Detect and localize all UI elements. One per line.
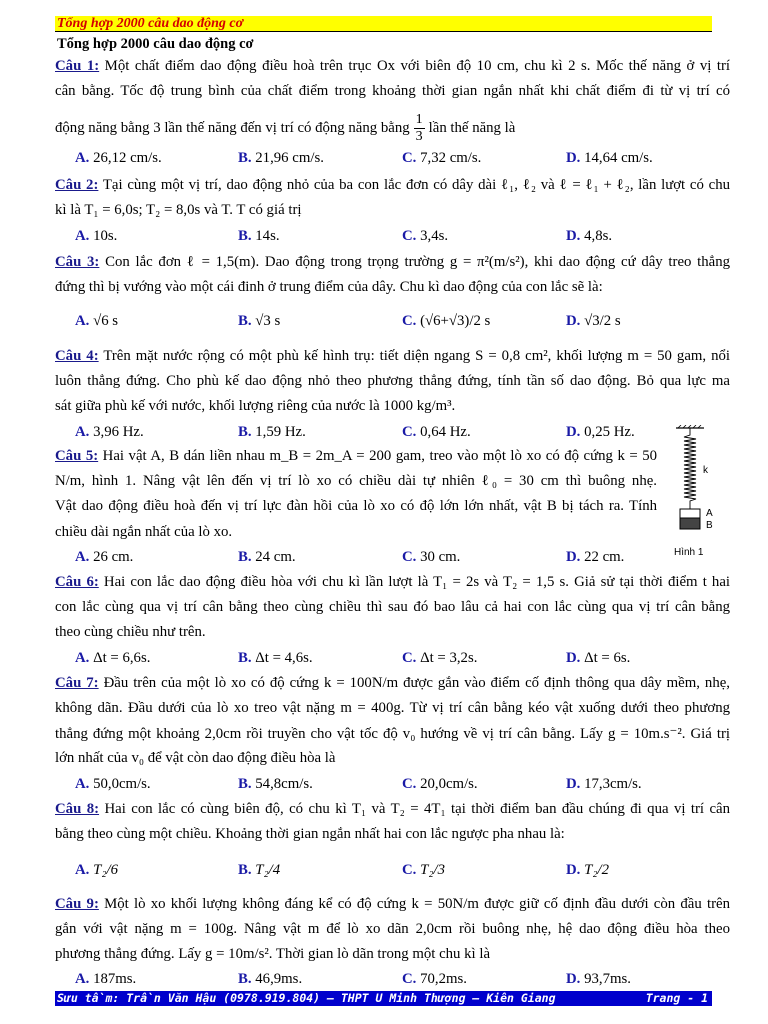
q8-option-b: B. T₂/4 [238,862,281,878]
question-5-line-2: N/m, hình 1. Nâng vật lên đến vị trí lò xo có chiều dài tự nhiên ℓ₀ = 30 cm thì buông nhẹ. [55,473,657,489]
q3-option-a: A. √6 s [75,313,119,329]
q4-option-c: C. 0,64 Hz. [402,424,471,440]
footer-credit: Sưu tầm: Trần Văn Hậu (0978.919.804) – THPT U Minh Thượng – Kiên Giang [57,991,556,1005]
question-1-line-3: động năng bằng 3 lần thế năng đến vị trí có động năng bằng $\frac{1}{3}$ lần thế năng là [55,112,516,144]
question-6-line-3: theo cùng chiều như trên. [55,624,206,640]
q5-option-a: A. 26 cm. [75,549,134,565]
q7-option-d: D. 17,3cm/s. [566,776,642,792]
question-3-label: Câu 3: [55,254,100,270]
figure-caption: Hình 1 [674,547,704,557]
fraction-one-third: $\frac{1}{3}$ [415,112,423,144]
q6-option-d: D. Δt = 6s. [566,650,631,666]
question-4-line-1: Câu 4: Trên mặt nước rộng có một phù kế hình trụ: tiết diện ngang S = 0,8 cm², khối lượng m = 50 gam, nổi [55,348,730,364]
q8-option-c: C. T₂/3 [402,862,445,878]
q9-option-a: A. 187ms. [75,971,137,987]
spring-coil [684,428,696,509]
question-7-line-2: không dãn. Đầu dưới của lò xo treo vật nặng m = 400g. Từ vị trí cân bằng kéo vật xuống dưới theo phương [55,700,730,716]
question-7-line-4: lớn nhất của v₀ để vật còn dao động điều hòa là [55,750,336,766]
q3-option-c: C. (√6+√3)/2 s [402,313,491,329]
q2-option-c: C. 3,4s. [402,228,449,244]
block-b [680,518,700,529]
question-8-line-1: Câu 8: Hai con lắc có cùng biên độ, có chu kì T₁ và T₂ = 4T₁ tại thời điểm ban đầu chúng đi qua vị trí cân [55,801,730,817]
q9-option-c: C. 70,2ms. [402,971,467,987]
spring-figure [666,425,716,557]
q6-option-c: C. Δt = 3,2s. [402,650,478,666]
question-9-line-2: gắn với vật nặng m = 100g. Nâng vật m để lò xo dãn 2,0cm rồi buông nhẹ, hệ dao động điều hòa theo [55,921,730,937]
q6-option-a: A. Δt = 6,6s. [75,650,151,666]
q5-option-d: D. 22 cm. [566,549,625,565]
q3-option-d: D. √3/2 s [566,313,621,329]
question-5-label: Câu 5: [55,448,99,464]
question-8-label: Câu 8: [55,801,100,817]
spring-diagram [666,425,716,557]
question-3-line-1: Câu 3: Con lắc đơn ℓ = 1,5(m). Dao động trong trọng trường g = π²(m/s²), khi dao động cứ dây treo thẳng [55,254,730,270]
q5-option-c: C. 30 cm. [402,549,461,565]
question-7-label: Câu 7: [55,675,99,691]
spring-k-label: k [703,465,708,476]
question-4-label: Câu 4: [55,348,99,364]
question-2-label: Câu 2: [55,177,99,193]
block-a [680,509,700,518]
q8-option-d: D. T₂/2 [566,862,609,878]
q4-option-d: D. 0,25 Hz. [566,424,635,440]
q6-option-b: B. Δt = 4,6s. [238,650,313,666]
question-1-line-1: Câu 1: Một chất điểm dao động điều hoà trên trục Ox với biên độ 10 cm, chu kì 2 s. Mốc thế năng ở vị trí [55,58,730,74]
question-5-line-4: chiều dài ngắn nhất của lò xo. [55,524,233,540]
q1-option-d: D. 14,64 cm/s. [566,150,653,166]
question-7-line-1: Câu 7: Đầu trên của một lò xo có độ cứng k = 100N/m được gắn vào điểm cố định thông qua dây mềm, nhẹ, [55,675,730,691]
page-number: Trang - 1 [645,991,708,1005]
q1-option-a: A. 26,12 cm/s. [75,150,162,166]
question-2-line-2: kì là T₁ = 6,0s; T₂ = 8,0s và T. T có giá trị [55,202,302,218]
question-6-label: Câu 6: [55,574,99,590]
question-8-line-2: bằng theo cùng một chiều. Khoảng thời gian ngắn nhất hai con lắc ngược pha nhau là: [55,826,565,842]
q4-option-b: B. 1,59 Hz. [238,424,306,440]
q9-option-d: D. 93,7ms. [566,971,631,987]
q7-option-a: A. 50,0cm/s. [75,776,151,792]
q1-option-c: C. 7,32 cm/s. [402,150,482,166]
question-9-label: Câu 9: [55,896,99,912]
question-9-line-1: Câu 9: Một lò xo khối lượng không đáng kể có độ cứng k = 50N/m được giữ cố định đầu dưới còn đầu trên [55,896,730,912]
q2-option-a: A. 10s. [75,228,118,244]
q3-option-b: B. √3 s [238,313,281,329]
question-6-line-2: con lắc cùng qua vị trí cân bằng theo cùng chiều thì sau đó bao lâu cả hai con lắc cùng qua vị trí cân bằng [55,599,730,615]
q5-option-b: B. 24 cm. [238,549,296,565]
question-5-line-3: Vật dao động điều hoà đến vị trí lực đàn hồi của lò xo có độ lớn lớn nhất, vật B bị tách ra. Tính [55,498,657,514]
block-b-label: B [706,520,713,531]
q2-option-d: D. 4,8s. [566,228,613,244]
question-4-line-3: sát giữa phù kế với nước, khối lượng riêng của nước là 1000 kg/m³. [55,398,456,414]
q1-option-b: B. 21,96 cm/s. [238,150,324,166]
question-1-line-2: cân bằng. Tốc độ trung bình của chất điểm trong khoảng thời gian ngắn nhất khi chất điểm đi từ vị trí có [55,83,730,99]
question-9-line-3: phương thẳng đứng. Lấy g = 10m/s². Thời gian lò dãn trong một chu kì là [55,946,491,962]
question-7-line-3: thẳng đứng một khoảng 2,0cm rồi truyền cho vật tốc độ v₀ hướng về vị trí cân bằng. Lấy g = 10m.s⁻². Giá trị [55,726,730,742]
q7-option-c: C. 20,0cm/s. [402,776,478,792]
q2-option-b: B. 14s. [238,228,280,244]
question-6-line-1: Câu 6: Hai con lắc dao động điều hòa với chu kì lần lượt là T₁ = 2s và T₂ = 1,5 s. Giả sử tại thời điểm t hai [55,574,731,590]
document-title: Tổng hợp 2000 câu dao động cơ [57,36,254,52]
question-5-line-1: Câu 5: Hai vật A, B dán liền nhau m_B = 2m_A = 200 gam, treo vào một lò xo có độ cứng k = 50 [55,448,658,464]
header-rule [55,31,712,32]
q4-option-a: A. 3,96 Hz. [75,424,144,440]
document-header: Tổng hợp 2000 câu dao động cơ [55,16,712,31]
page-footer [55,991,712,1006]
block-a-label: A [706,508,713,519]
q9-option-b: B. 46,9ms. [238,971,303,987]
question-4-line-2: luôn thẳng đứng. Cho phù kế dao động nhỏ theo phương thẳng đứng, tính tần số dao động. Bỏ qua lực ma [55,373,730,389]
question-2-line-1: Câu 2: Tại cùng một vị trí, dao động nhỏ của ba con lắc đơn có dây dài ℓ₁, ℓ₂ và ℓ = ℓ₁ + ℓ₂, lần lượt có chu [55,177,730,193]
question-3-line-2: đứng thì bị vướng vào một cái đinh ở trung điểm của dây. Chu kì dao động của con lắc sẽ là: [55,279,603,295]
q7-option-b: B. 54,8cm/s. [238,776,313,792]
q8-option-a: A. T₂/6 [75,862,118,878]
question-1-label: Câu 1: [55,58,100,74]
